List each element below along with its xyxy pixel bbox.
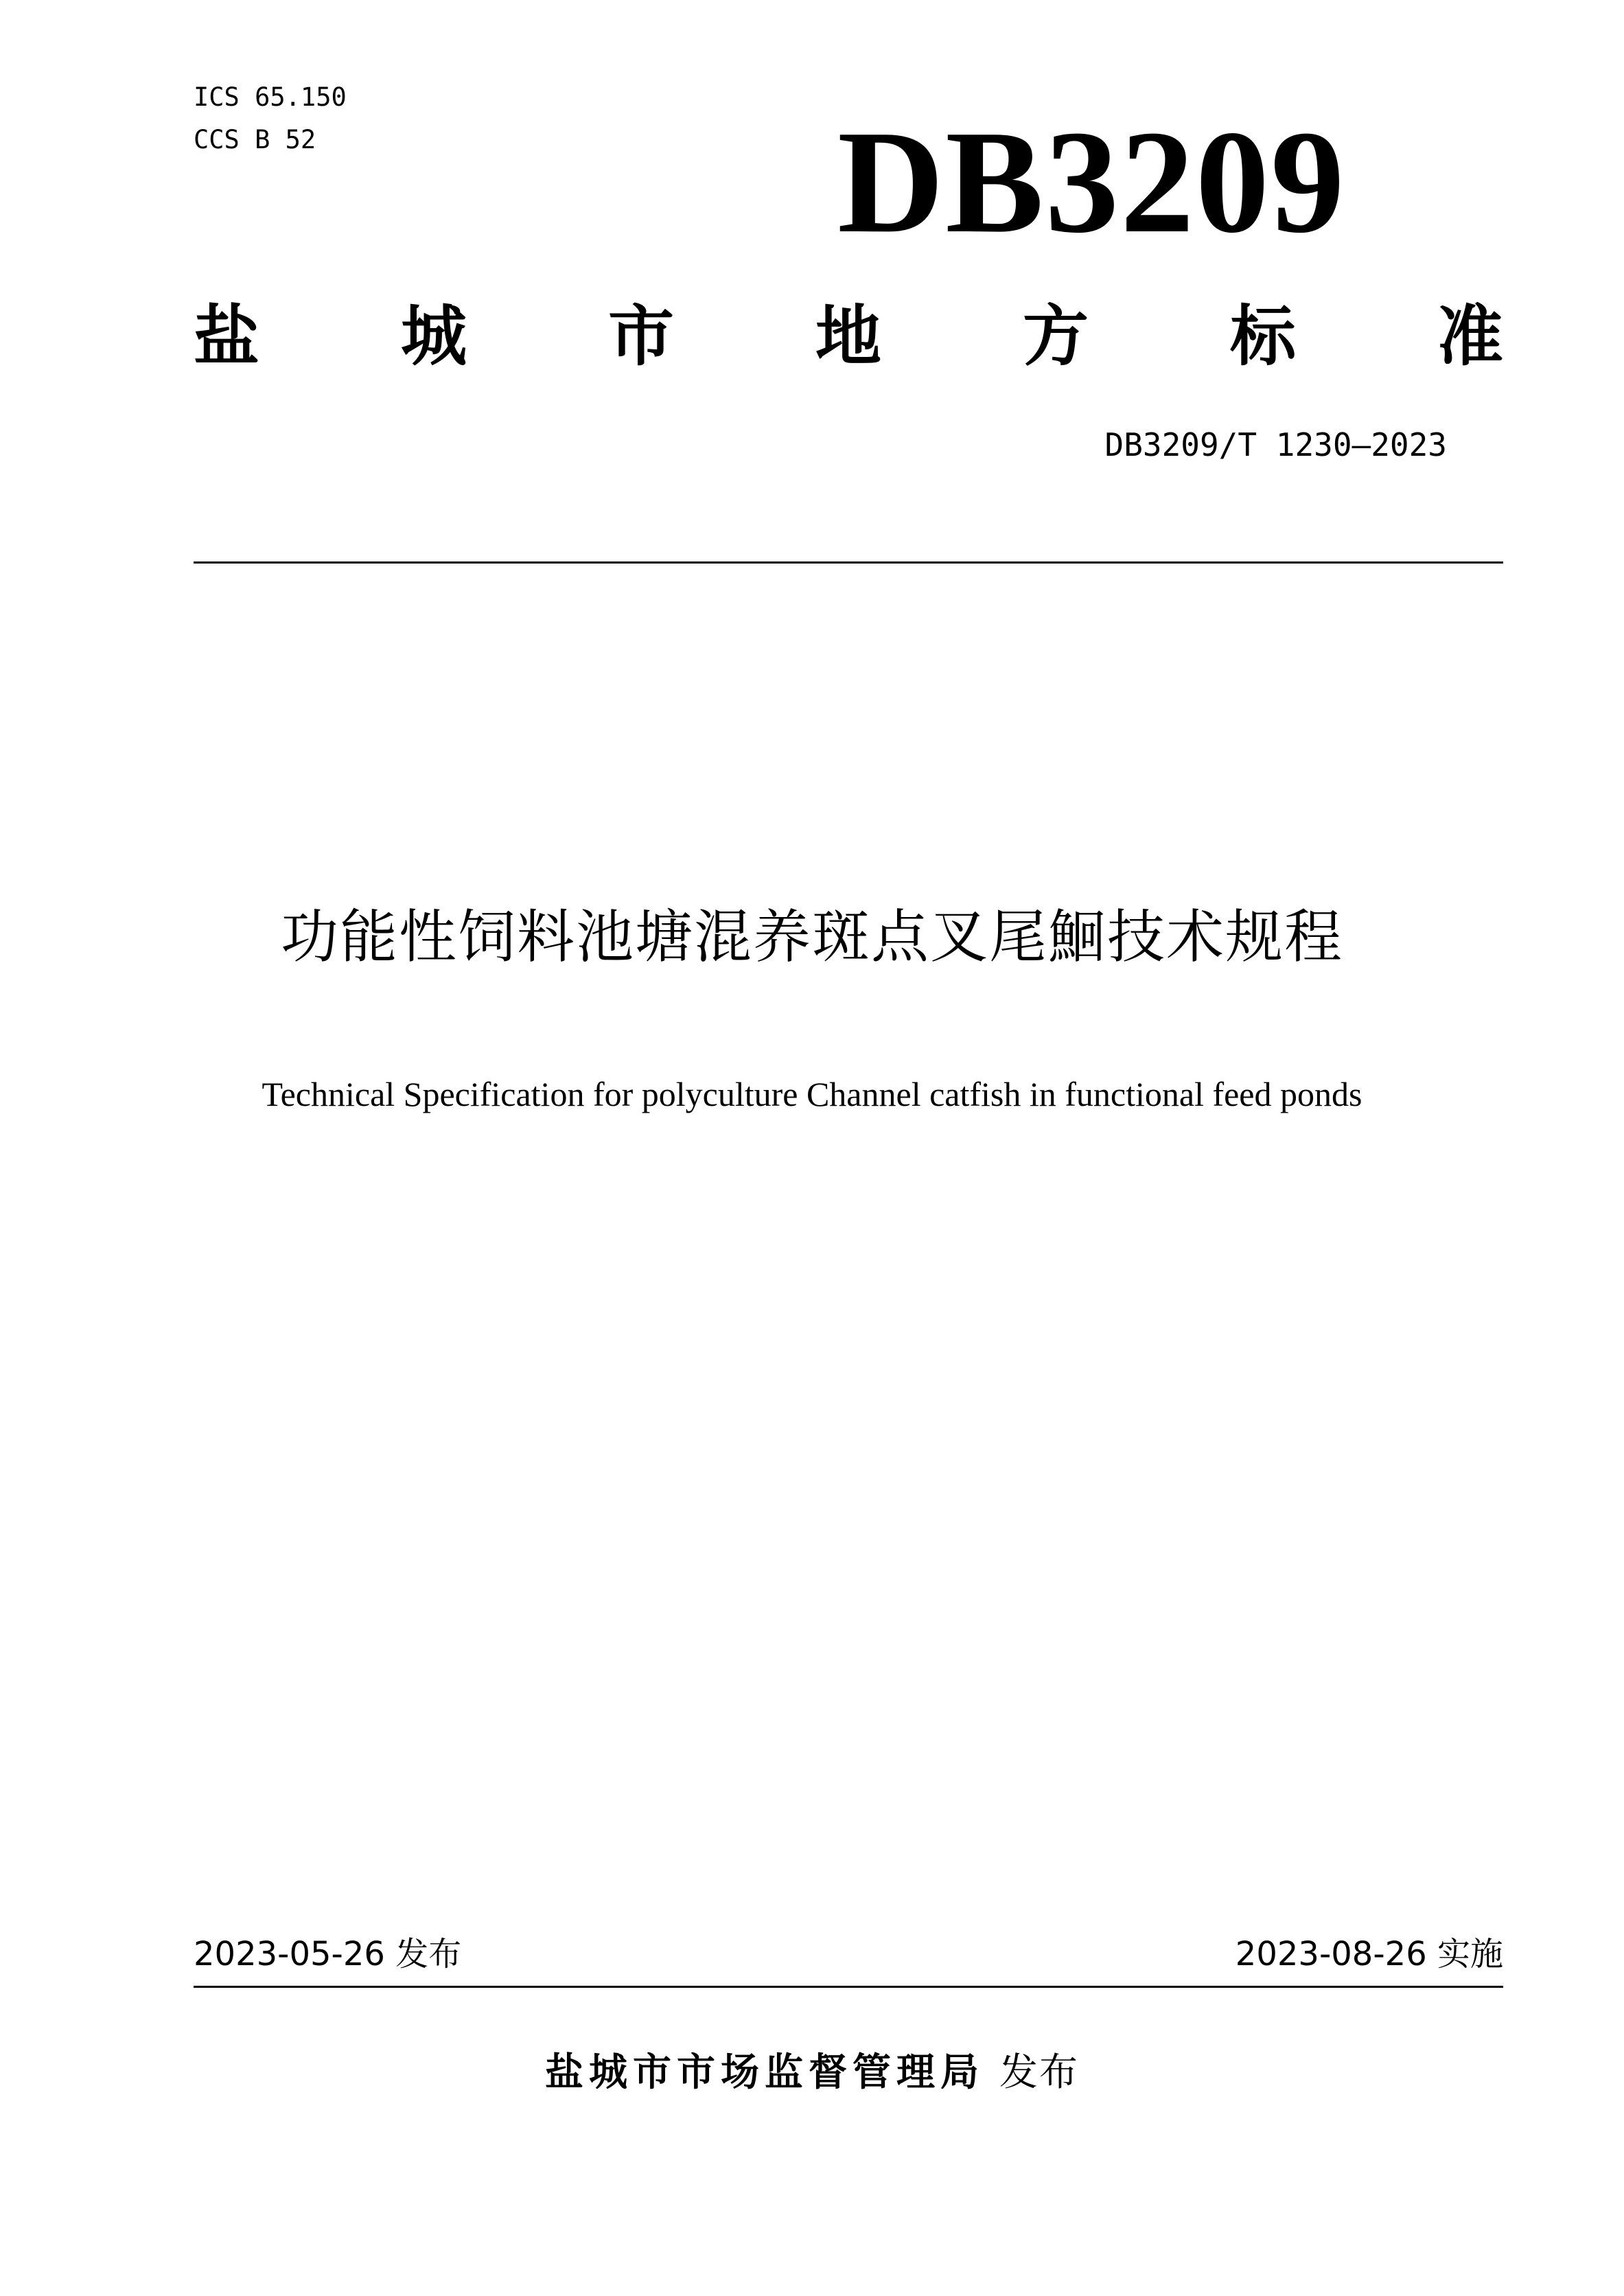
publish-date: 2023-05-26 发布	[194, 1935, 462, 1973]
standard-type-heading	[194, 295, 1503, 378]
standard-type-char: 盐	[194, 298, 259, 375]
standard-type-char: 方	[1023, 298, 1089, 375]
issuer-suffix: 发布	[999, 2050, 1079, 2095]
document-title-chinese: 功能性饲料池塘混养斑点叉尾鮰技术规程	[280, 903, 1343, 971]
standard-type-char: 市	[608, 298, 674, 375]
implement-date: 2023-08-26 实施	[1235, 1935, 1503, 1973]
standard-type-char: 标	[1230, 298, 1296, 375]
issuing-authority	[0, 2045, 1624, 2100]
standard-number: DB3209/T 1230—2023	[1104, 426, 1447, 463]
top-divider	[194, 561, 1503, 564]
standard-type-char: 地	[815, 298, 881, 375]
issuer-name: 盐城市市场监督管理局	[545, 2050, 984, 2095]
ics-code: ICS 65.150	[194, 82, 347, 112]
standard-type-char: 准	[1437, 298, 1503, 375]
bottom-divider	[194, 1986, 1503, 1988]
standard-code-logo: DB3209	[837, 100, 1346, 264]
standard-type-char: 城	[401, 298, 467, 375]
document-title-english: Technical Specification for polyculture Channel catfish in functional feed ponds	[262, 1075, 1362, 1113]
ccs-code: CCS B 52	[194, 125, 316, 154]
